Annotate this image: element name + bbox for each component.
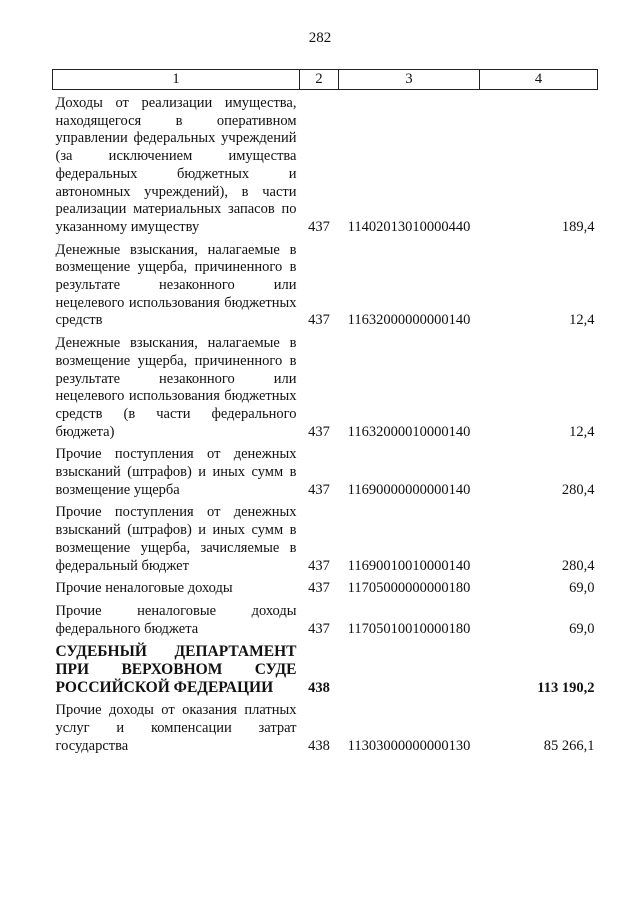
row-budget-code: 11705010010000180	[347, 620, 471, 637]
row-amount: 12,4	[569, 423, 595, 440]
row-budget-code: 11632000000000140	[347, 312, 471, 329]
section-header-row	[53, 638, 598, 697]
row-admin-code: 437	[308, 481, 330, 498]
table-row	[53, 90, 598, 237]
row-amount: 280,4	[561, 557, 595, 574]
table-header-row	[53, 70, 598, 90]
row-amount: 12,4	[569, 312, 595, 329]
revenue-table	[52, 69, 598, 756]
row-budget-code: 11303000000000130	[347, 737, 471, 754]
row-name: Прочие неналоговые доходы	[55, 580, 233, 597]
table-row	[53, 697, 598, 755]
row-name: СУДЕБНЫЙ ДЕПАРТАМЕНТ ПРИ ВЕРХОВНОМ СУДЕ РОССИЙСКОЙ ФЕДЕРАЦИИ	[55, 643, 297, 697]
row-budget-code: 11690010010000140	[347, 557, 471, 574]
row-admin-code: 438	[308, 737, 330, 754]
row-name: Прочие неналоговые доходы федерального бюджета	[55, 602, 297, 637]
header-col-1: 1	[53, 70, 300, 90]
row-admin-code: 437	[308, 580, 330, 597]
row-amount: 85 266,1	[543, 737, 595, 754]
table-row	[53, 575, 598, 598]
row-budget-code: 11705000000000180	[347, 580, 471, 597]
header-col-4: 4	[480, 70, 598, 90]
row-amount: 280,4	[561, 481, 595, 498]
row-admin-code: 437	[308, 312, 330, 329]
row-name: Прочие доходы от оказания платных услуг и компенсации затрат государства	[55, 702, 297, 754]
table-row	[53, 441, 598, 499]
row-amount: 189,4	[561, 218, 595, 235]
row-admin-code: 437	[308, 557, 330, 574]
row-budget-code	[339, 638, 480, 697]
row-budget-code: 11402013010000440	[347, 218, 471, 235]
row-amount: 113 190,2	[537, 679, 595, 696]
row-budget-code: 11690000000000140	[347, 481, 471, 498]
row-admin-code: 438	[308, 679, 330, 696]
row-amount: 69,0	[569, 580, 595, 597]
row-admin-code: 437	[308, 620, 330, 637]
table-row	[53, 499, 598, 575]
table-body	[53, 90, 598, 756]
header-col-3: 3	[339, 70, 480, 90]
row-budget-code: 11632000010000140	[347, 423, 471, 440]
table-row	[53, 237, 598, 331]
row-name: Прочие поступления от денежных взысканий (штрафов) и иных сумм в возмещение ущерба	[55, 446, 297, 498]
row-admin-code: 437	[308, 423, 330, 440]
page-number: 282	[308, 30, 332, 46]
row-amount: 69,0	[569, 620, 595, 637]
row-name: Денежные взыскания, налагаемые в возмещение ущерба, причиненного в результате незаконного или нецелевого использования бюджетных средств	[55, 241, 297, 329]
row-admin-code: 437	[308, 218, 330, 235]
row-name: Денежные взыскания, налагаемые в возмещение ущерба, причиненного в результате незаконного или нецелевого использования бюджетных средств (в части федерального бюджета)	[55, 335, 297, 440]
row-name: Прочие поступления от денежных взысканий (штрафов) и иных сумм в возмещение ущерба, зачисляемые в федеральный бюджет	[55, 504, 297, 574]
row-name: Доходы от реализации имущества, находящегося в оперативном управлении федеральных учреждений (за исключением имущества федеральных бюджетных и автономных учреждений), в части реализации материальных запасов по указанному имуществу	[55, 95, 297, 235]
header-col-2: 2	[300, 70, 339, 90]
table-row	[53, 598, 598, 638]
table-row	[53, 330, 598, 441]
